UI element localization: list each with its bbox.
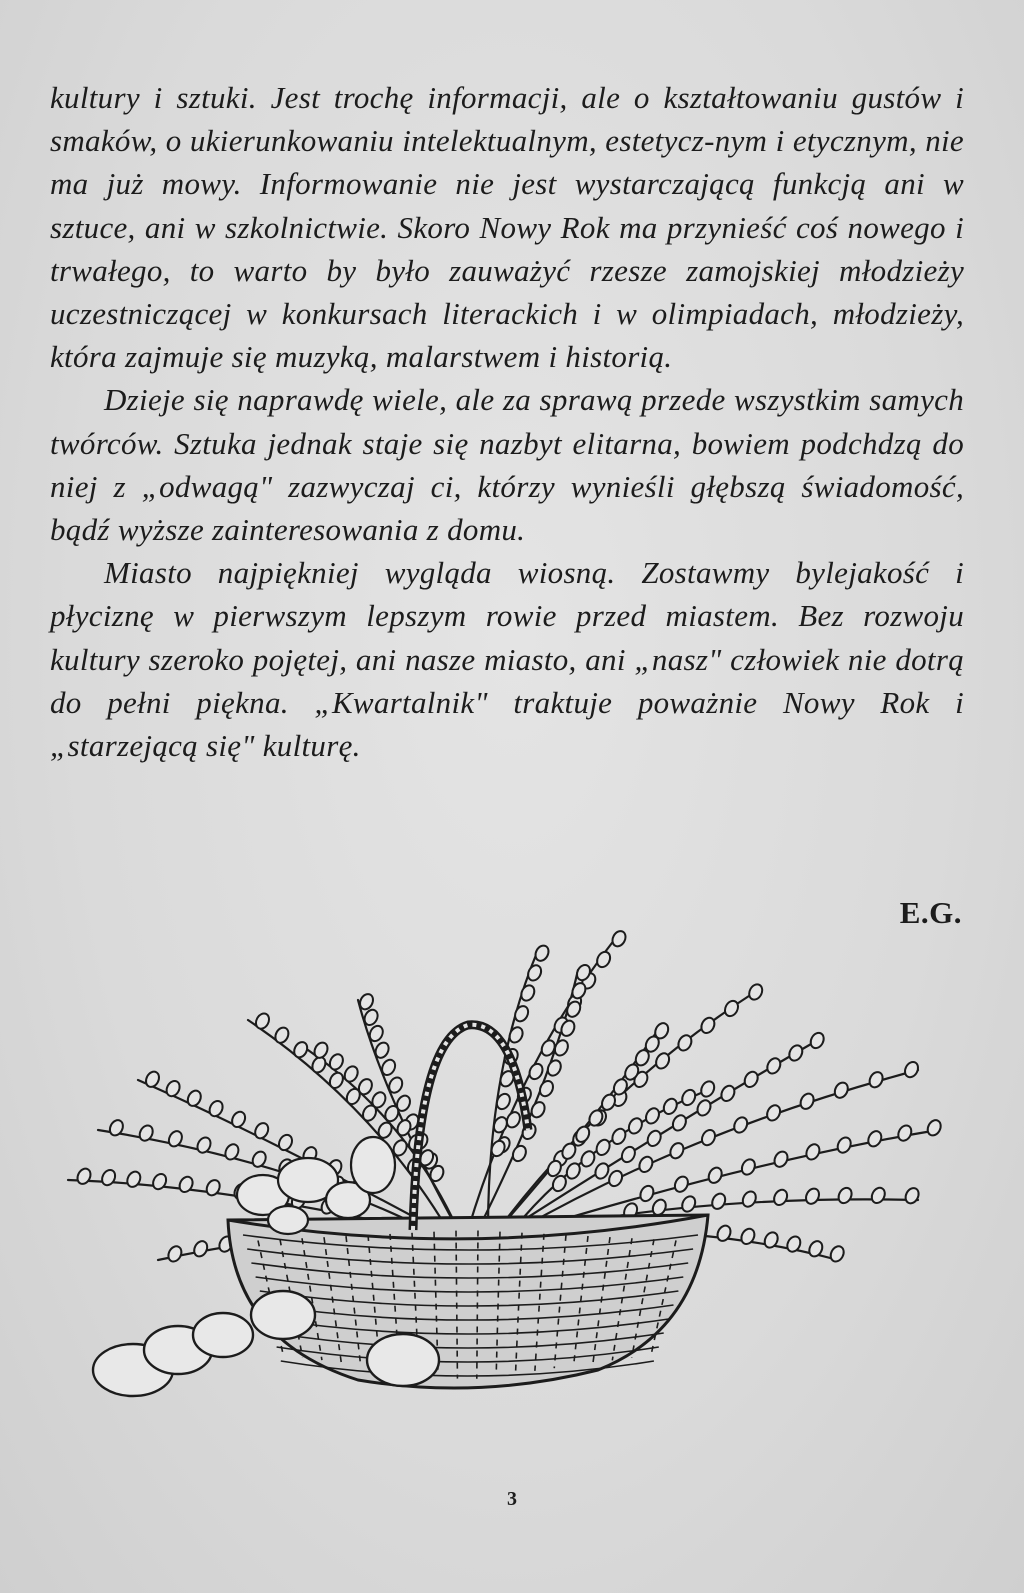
author-signature: E.G. — [899, 895, 962, 930]
paragraph-1: kultury i sztuki. Jest trochę informacji, ale o kształtowaniu gustów i smaków, o ukierunkowaniu intelektualnym, estetycz-nym i etycznym, nie ma już mowy. Informowanie nie jest wystarczającą funkcją ani w sztuce, ani w szkolnictwie. Skoro Nowy Rok ma przynieść coś nowego i trwałego, to warto by było zauważyć rzesze zamojskiej młodzieży uczestniczącej w konkursach literackich i w olimpiadach, młodzieży, która zajmuje się muzyką, malarstwem i historią. — [50, 80, 964, 375]
article-body — [50, 76, 964, 767]
page-number: 3 — [507, 1488, 517, 1510]
paragraph-2: Dzieje się naprawdę wiele, ale za sprawą przede wszystkim samych twórców. Sztuka jednak staje się nazbyt elitarna, bowiem podchdzą do niej z „odwagą" zazwyczaj ci, którzy wynieśli głębszą świadomość, bądź wyższe zainteresowania z domu. — [50, 382, 964, 548]
easter-basket-illustration-icon — [58, 930, 978, 1470]
paragraph-3: Miasto najpiękniej wygląda wiosną. Zostawmy bylejakość i płyciznę w pierwszym lepszym rowie przed miastem. Bez rozwoju kultury szeroko pojętej, ani nasze miasto, ani „nasz" człowiek nie dotrą do pełni piękna. „Kwartalnik" traktuje poważnie Nowy Rok i „starzejącą się" kulturę. — [50, 555, 964, 764]
